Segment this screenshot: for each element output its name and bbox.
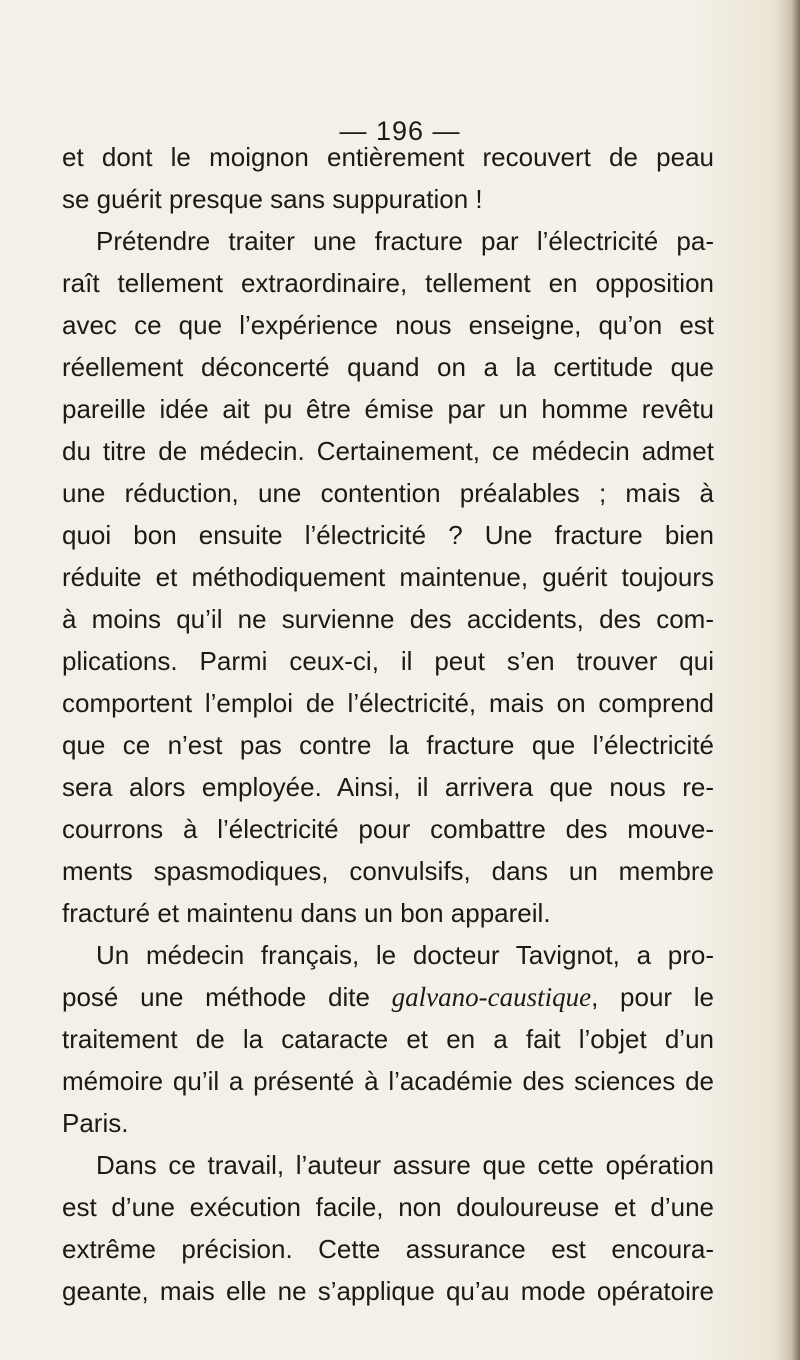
page-number: — 196 — bbox=[339, 116, 461, 146]
text-line: Un médecin français, le docteur Tavignot, a pro- bbox=[96, 940, 714, 970]
text-fragment: , pour le bbox=[591, 982, 714, 1012]
text-line: Prétendre traiter une fracture par l’électricité pa- bbox=[96, 226, 714, 256]
text-line: que ce n’est pas contre la fracture que l’électricité bbox=[62, 730, 714, 760]
text-fragment: posé une méthode dite bbox=[62, 982, 392, 1012]
text-line: comportent l’emploi de l’électricité, mais on comprend bbox=[62, 688, 714, 718]
italic-term: galvano-caustique bbox=[391, 982, 592, 1012]
text-line: mémoire qu’il a présenté à l’académie des sciences de bbox=[62, 1066, 714, 1096]
text-line-with-italic bbox=[62, 976, 714, 1018]
text-line: fracturé et maintenu dans un bon appareil. bbox=[62, 898, 551, 928]
text-line: extrême précision. Cette assurance est encoura- bbox=[62, 1234, 714, 1264]
text-line: raît tellement extraordinaire, tellement en opposition bbox=[62, 268, 714, 298]
text-line: plications. Parmi ceux-ci, il peut s’en trouver qui bbox=[62, 646, 714, 676]
text-line: est d’une exécution facile, non douloureuse et d’une bbox=[62, 1192, 714, 1222]
text-line: courrons à l’électricité pour combattre des mouve- bbox=[62, 814, 714, 844]
text-line: réellement déconcerté quand on a la certitude que bbox=[62, 352, 714, 382]
text-line: à moins qu’il ne survienne des accidents, des com- bbox=[62, 604, 714, 634]
page-edge-shadow bbox=[778, 0, 800, 1360]
text-line: Paris. bbox=[62, 1108, 129, 1138]
text-line: geante, mais elle ne s’applique qu’au mode opératoire bbox=[62, 1276, 714, 1306]
text-line: réduite et méthodiquement maintenue, guérit toujours bbox=[62, 562, 714, 592]
text-line: et dont le moignon entièrement recouvert de peau bbox=[62, 142, 714, 172]
text-line: ments spasmodiques, convulsifs, dans un membre bbox=[62, 856, 714, 886]
body-text bbox=[62, 136, 714, 1312]
text-line: Dans ce travail, l’auteur assure que cette opération bbox=[96, 1150, 714, 1180]
text-line: pareille idée ait pu être émise par un homme revêtu bbox=[62, 394, 714, 424]
text-line: quoi bon ensuite l’électricité ? Une fracture bien bbox=[62, 520, 714, 550]
text-line: avec ce que l’expérience nous enseigne, qu’on est bbox=[62, 310, 714, 340]
text-line: du titre de médecin. Certainement, ce médecin admet bbox=[62, 436, 714, 466]
text-line: une réduction, une contention préalables ; mais à bbox=[62, 478, 714, 508]
text-line: se guérit presque sans suppuration ! bbox=[62, 184, 483, 214]
text-line: traitement de la cataracte et en a fait l’objet d’un bbox=[62, 1024, 714, 1054]
text-line: sera alors employée. Ainsi, il arrivera que nous re- bbox=[62, 772, 714, 802]
